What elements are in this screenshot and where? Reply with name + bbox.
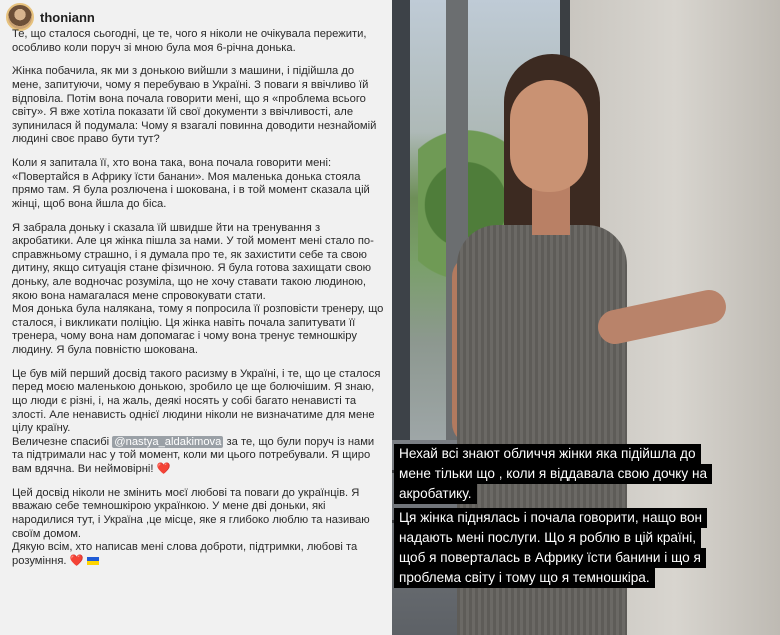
closing-paragraph xyxy=(12,541,384,568)
heart-icon-2: ❤️ xyxy=(69,554,84,567)
paragraph-6: Це був мій перший досвід такого расизму в Україні, і те, що це сталося перед моєю маленькою донькою, зробило це ще болючішим. Я знаю, що люди є різні, і, на жаль, деякі носять у собі багато ненависті та злості. Але ненависть однієї людини ніколи не визначатиме для мене цілу країну. xyxy=(12,367,381,435)
avatar[interactable] xyxy=(6,3,34,31)
caption-line: Ця жінка піднялась і почала говорити, нащо вон xyxy=(394,508,707,528)
thanks-after: за те, що були поруч із нами та підтримали нас у той момент, коли ми цього потребували. Я щиро вам вдячна. Ви неймовірні! xyxy=(12,435,375,475)
caption-line: Нехай всі знают обличчя жінки яка підійшла до xyxy=(394,444,701,464)
person-face xyxy=(510,80,588,192)
ukraine-flag-icon xyxy=(87,557,99,565)
caption-line: мене тільки що , коли я віддавала свою дочку на xyxy=(394,464,712,484)
paragraph-5: Моя донька була налякана, тому я попросила її розповісти тренеру, що сталося, і викликати поліцію. Ця жінка навіть почала запитувати її тренера, чому вона нам допомагає і чому вона тренує темношкіру людину. Я була повністю шокована. xyxy=(12,303,384,357)
caption-line: надають мені послуги. Що я роблю в цій країні, xyxy=(394,528,701,548)
thanks-before: Величезне спасибі xyxy=(12,435,113,448)
paragraph-4: Я забрала доньку і сказала їй швидше йти на тренування з акробатики. Але ця жінка пішла за нами. У той момент мені стало по-справжньому страшно, і я думала про те, як захистити себе та свою дитину, якщо ситуація стане фізичною. Я була готова захищати свою доньку, але водночас розуміла, що не хочу ставати такою людиною, якою вона намагалася мене спровокувати стати. xyxy=(12,221,374,302)
paragraph-3: Коли я запитала її, хто вона така, вона почала говорити мені: «Повертайся в Африку їсти банани». Моя маленька донька стояла прямо там. Я була розлючена і шокована, і в той момент сказала цій жінці, щоб вона йшла до біса. xyxy=(12,157,370,210)
thanks-paragraph xyxy=(12,436,384,477)
person-neck xyxy=(532,185,570,235)
story-text xyxy=(12,28,384,579)
heart-icon: ❤️ xyxy=(156,462,171,475)
paragraph-1: Те, що сталося сьогодні, це те, чого я ніколи не очікувала пережити, особливо коли поруч зі мною була моя 6-річна донька. xyxy=(12,28,367,54)
caption-overlay xyxy=(394,440,780,592)
caption-line: акробатику. xyxy=(394,484,477,504)
caption-line: щоб я поверталась в Африку їсти банини і що я xyxy=(394,548,706,568)
username[interactable]: thoniann xyxy=(40,9,95,25)
closing-text: Дякую всім, хто написав мені слова доброти, підтримки, любові та розуміння. xyxy=(12,541,358,567)
mention-link[interactable]: @nastya_aldakimova xyxy=(114,435,222,448)
caption-line: проблема світу і тому що я темношкіра. xyxy=(394,568,655,588)
paragraph-2: Жінка побачила, як ми з донькою вийшли з машини, і підійшла до мене, запитуючи, чому я перебуваю в Україні. З поваги я ввічливо їй відповіла. Потім вона почала говорити мені, що я «проблема всього світу». Я вже хотіла показати їй свої документи з ввічливості, але зупинилася й подумала: Чому я взагалі повинна доводити незнайомій людині своє право бути тут? xyxy=(12,65,377,146)
paragraph-7: Цей досвід ніколи не змінить моєї любові та поваги до українців. Я вважаю себе темношкірою українкою. У мене дві доньки, які народилися тут, і Україна ,це місце, яке я глибоко люблю та називаю своїм домом. xyxy=(12,486,370,540)
